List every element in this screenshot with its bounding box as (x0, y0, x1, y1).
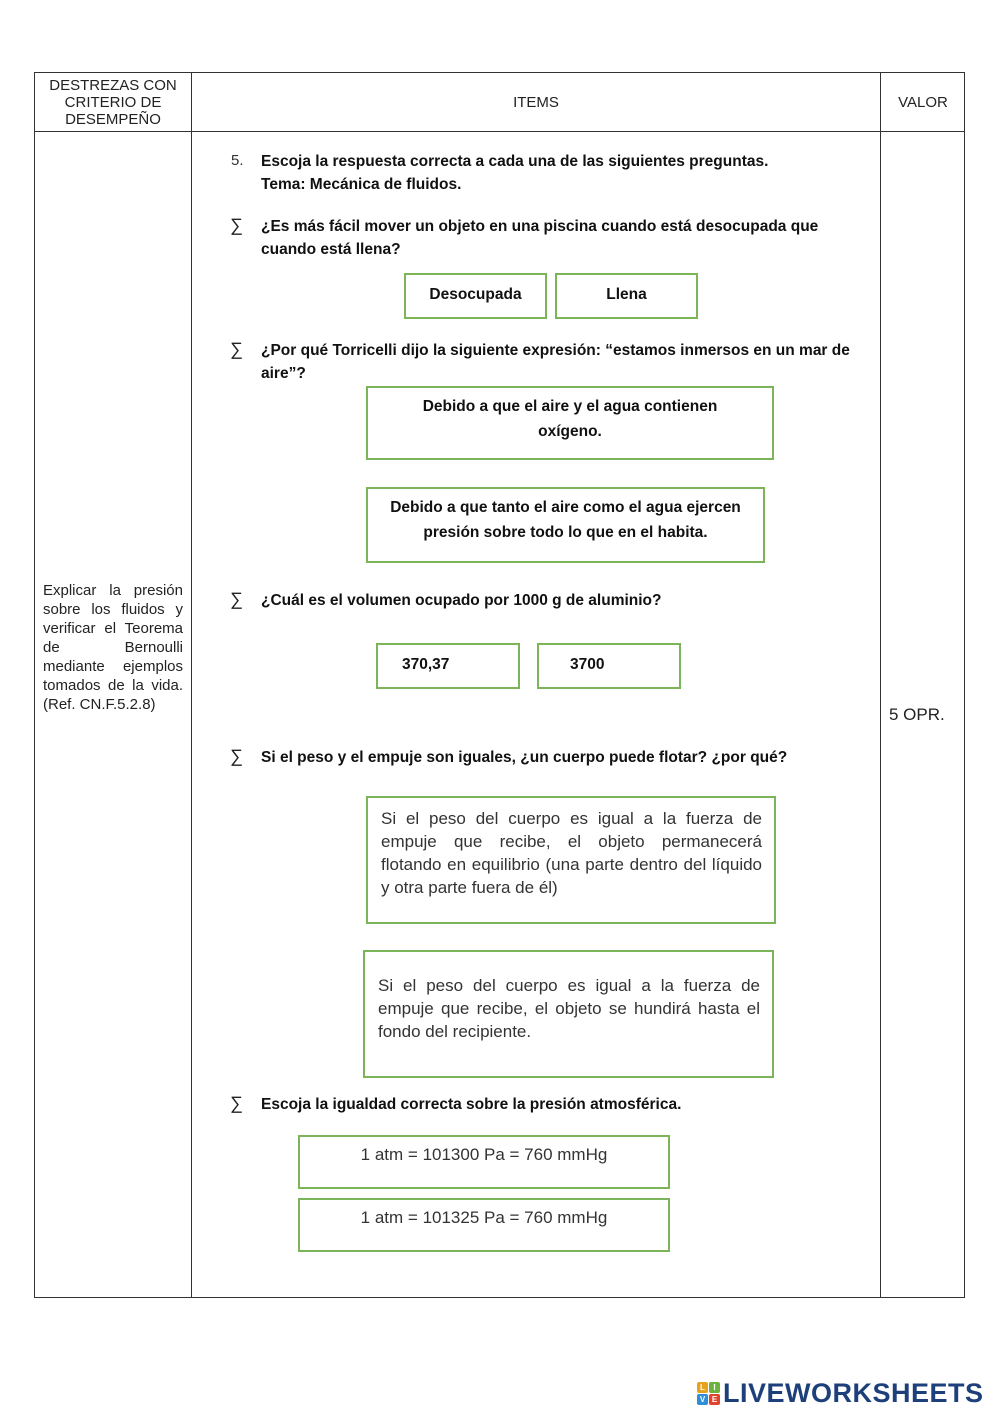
question-2-text: ¿Por qué Torricelli dijo la siguiente expresión: “estamos inmersos en un mar de aire”? (261, 342, 850, 382)
header-skills: DESTREZAS CON CRITERIO DE DESEMPEÑO (49, 76, 177, 128)
column-divider (191, 73, 192, 1297)
sigma-bullet-icon: ∑ (230, 746, 243, 766)
logo-tile-e: E (709, 1394, 720, 1405)
logo-tiles-icon (697, 1382, 720, 1405)
question-1-text: ¿Es más fácil mover un objeto en una piscina cuando está desocupada que cuando está llena? (261, 218, 819, 258)
q2-option-oxygen[interactable]: Debido a que el aire y el agua contienen oxígeno. (366, 386, 774, 460)
header-items: ITEMS (513, 93, 559, 111)
sigma-bullet-icon: ∑ (230, 339, 243, 359)
q2-option-pressure[interactable]: Debido a que tanto el aire como el agua ejercen presión sobre todo lo que en el habita. (366, 487, 765, 563)
question-3-text: ¿Cuál es el volumen ocupado por 1000 g de aluminio? (261, 592, 662, 609)
exercise-topic: Tema: Mecánica de fluidos. (261, 176, 462, 193)
exercise-instruction: Escoja la respuesta correcta a cada una de las siguientes preguntas. (261, 153, 769, 170)
q1-option-desocupada[interactable]: Desocupada (404, 273, 547, 319)
sigma-bullet-icon: ∑ (230, 1093, 243, 1113)
logo-tile-v: V (697, 1394, 708, 1405)
value-score: 5 OPR. (889, 705, 945, 724)
sigma-bullet-icon: ∑ (230, 589, 243, 609)
question-4-text: Si el peso y el empuje son iguales, ¿un cuerpo puede flotar? ¿por qué? (261, 749, 788, 766)
q3-option-370-37[interactable]: 370,37 (376, 643, 520, 689)
logo-tile-l: L (697, 1382, 708, 1393)
q4-option-sinks[interactable]: Si el peso del cuerpo es igual a la fuerza de empuje que recibe, el objeto se hundirá hasta el fondo del recipiente. (363, 950, 774, 1078)
column-divider (880, 73, 881, 1297)
logo-text: LIVEWORKSHEETS (723, 1378, 984, 1408)
skill-description: Explicar la presión sobre los fluidos y verificar el Teorema de Bernoulli mediante ejemplos tomados de la vida. (Ref. CN.F.5.2.8) (43, 582, 183, 713)
q4-option-floats[interactable]: Si el peso del cuerpo es igual a la fuerza de empuje que recibe, el objeto permanecerá flotando en equilibrio (una parte dentro del líquido y otra parte fuera de él) (366, 796, 776, 924)
q5-option-101300[interactable]: 1 atm = 101300 Pa = 760 mmHg (298, 1135, 670, 1189)
q1-option-llena[interactable]: Llena (555, 273, 698, 319)
sigma-bullet-icon: ∑ (230, 215, 243, 235)
question-5-text: Escoja la igualdad correcta sobre la presión atmosférica. (261, 1096, 682, 1113)
logo-tile-i: I (709, 1382, 720, 1393)
header-value: VALOR (898, 93, 948, 111)
header-divider (35, 131, 964, 132)
liveworksheets-logo (697, 1378, 984, 1409)
exercise-number: 5. (231, 152, 244, 169)
q5-option-101325[interactable]: 1 atm = 101325 Pa = 760 mmHg (298, 1198, 670, 1252)
q3-option-3700[interactable]: 3700 (537, 643, 681, 689)
